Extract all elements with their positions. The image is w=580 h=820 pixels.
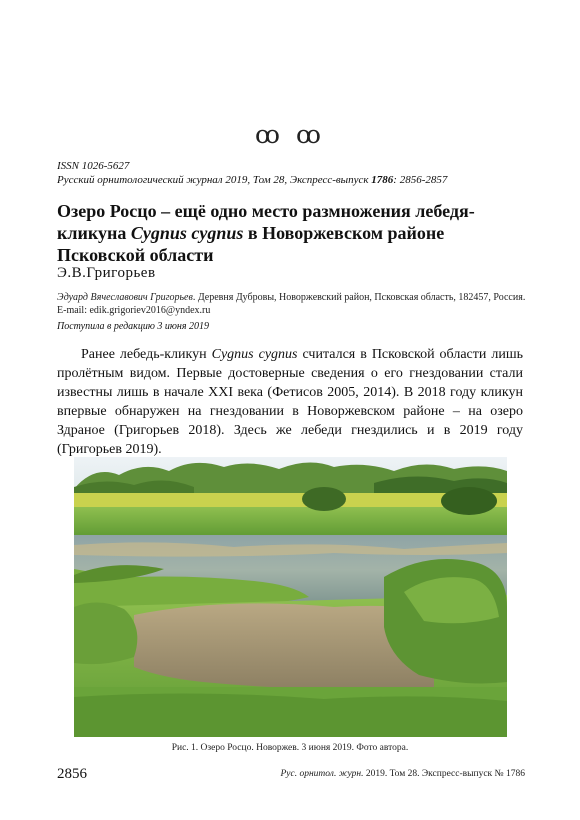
body-paragraph <box>57 345 523 459</box>
received-date: Поступила в редакцию 3 июня 2019 <box>57 321 210 332</box>
author-full-name: Эдуард Вячеславович Григорьев <box>57 292 193 303</box>
paragraph-part2: считался в Псковской области лишь пролётным видом. Первые достоверные сведения о его гнездовании стали известны лишь в начале XXI века (Фетисов 2005, 2014). В 2018 году кликун впервые обнаружен на гнездовании в Новоржевском районе – на озеро Здраное (Григорьев 2018). Здесь же лебеди гнездились и в 2019 году (Григорьев 2019). <box>57 347 523 457</box>
journal-citation <box>57 173 527 187</box>
footer-citation <box>280 769 525 779</box>
paragraph-latin-name: Cygnus cygnus <box>211 347 298 362</box>
author-affiliation <box>57 291 527 317</box>
article-title <box>57 200 527 266</box>
figure-caption: Рис. 1. Озеро Росцо. Новоржев. 3 июня 2019. Фото автора. <box>171 743 409 753</box>
journal-name: Русский орнитологический журнал 2019, Том 28, Экспресс-выпуск <box>57 174 372 186</box>
footer-issue: 2019. Том 28. Экспресс-выпуск № 1786 <box>363 769 525 779</box>
page-range: : 2856-2857 <box>393 174 448 186</box>
footer-journal-abbrev: Рус. орнитол. журн. <box>280 769 364 779</box>
author-address: . Деревня Дубровы, Новоржевский район, Псковская область, 182457, Россия. E-mail: edik.grigoriev2016@yndex.ru <box>57 292 526 316</box>
title-part2: в Новоржевском районе Псковской области <box>57 223 445 265</box>
issn: ISSN 1026-5627 <box>57 160 130 172</box>
paragraph-part1: Ранее лебедь-кликун <box>81 347 212 362</box>
issue-number: 1786 <box>371 174 394 186</box>
lake-photo <box>74 457 507 737</box>
ornament: ꝏ ꝏ <box>255 120 325 149</box>
title-part1: Озеро Росцо – ещё одно место размножения лебедя-кликуна <box>57 201 475 243</box>
title-latin-name: Cygnus cygnus <box>130 223 244 243</box>
author-name: Э.В.Григорьев <box>57 265 156 281</box>
page-number: 2856 <box>57 766 87 782</box>
journal-meta <box>57 159 527 187</box>
